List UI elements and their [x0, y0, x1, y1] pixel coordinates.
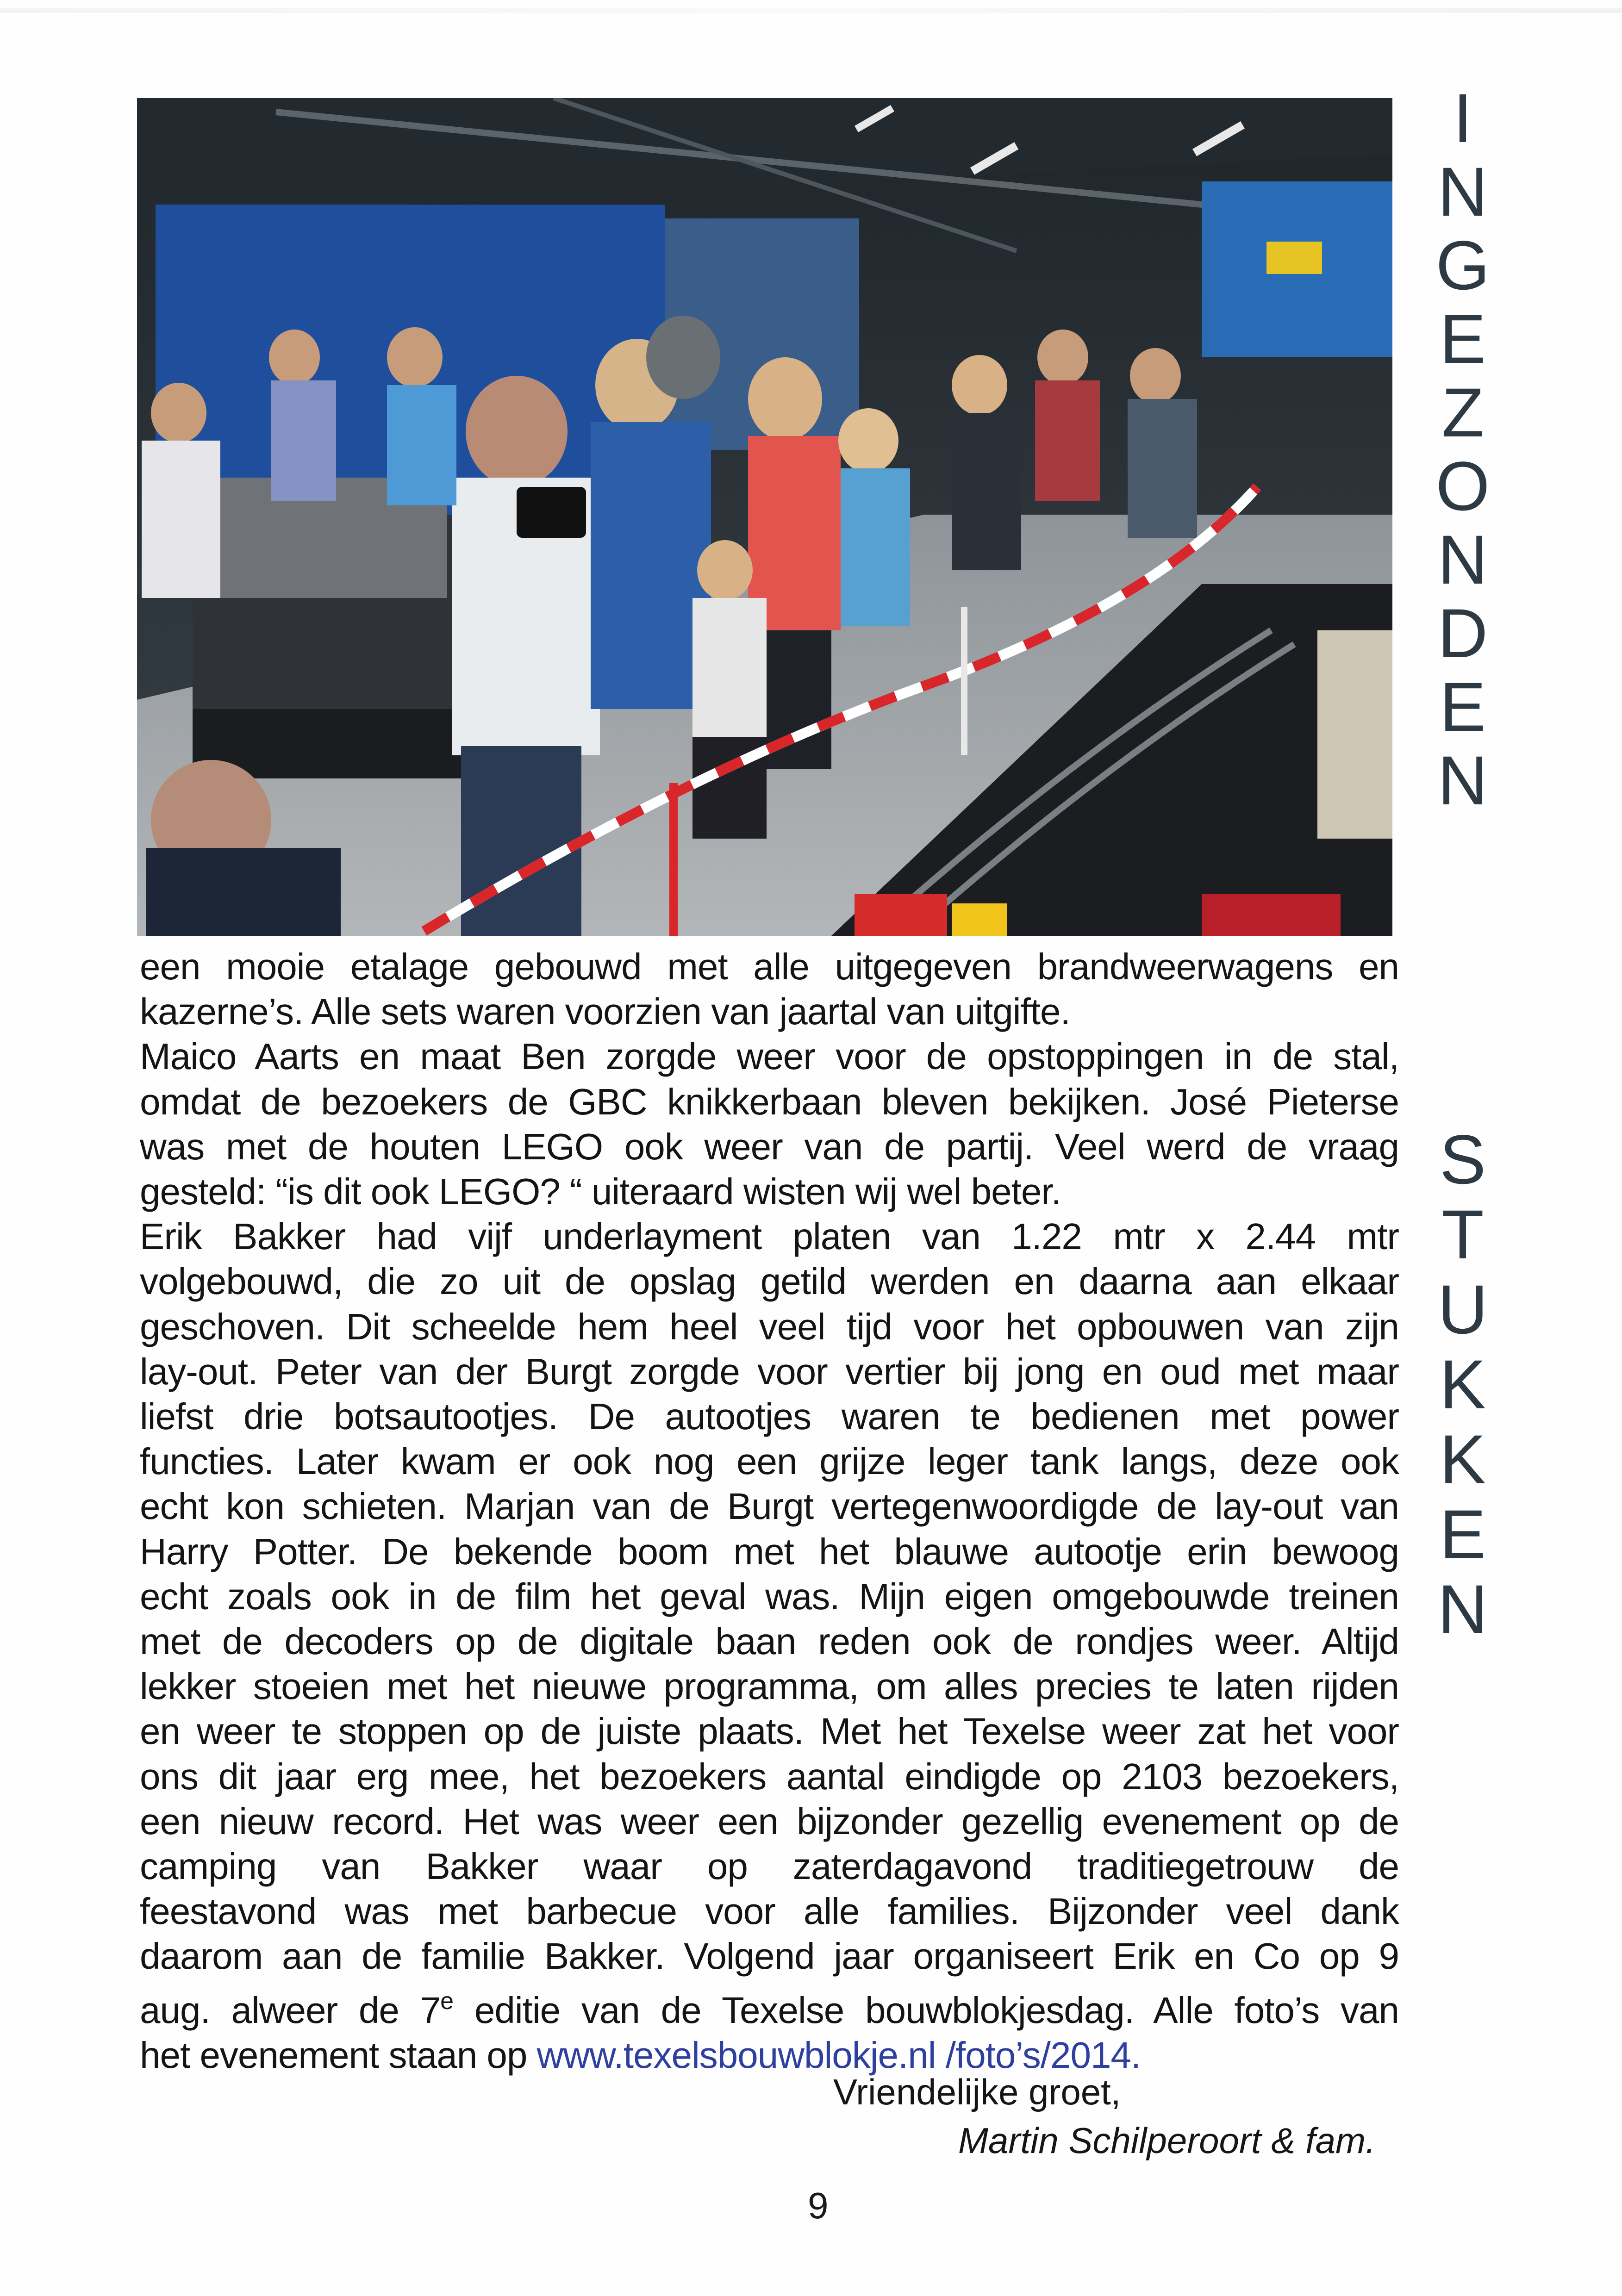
article-line: was met de houten LEGO ook weer van de partij. Veel werd de vraag [140, 1126, 1399, 1167]
title-letter: N [1437, 153, 1488, 230]
article-line: Harry Potter. De bekende boom met het blauwe autootje erin bewoog [140, 1531, 1399, 1572]
website-link[interactable]: www.texelsbouwblokje.nl /foto’s/2014. [537, 2034, 1141, 2076]
title-letter: D [1437, 594, 1488, 672]
article-line: en weer te stoppen op de juiste plaats. Met het Texelse weer zat het voor [140, 1711, 1399, 1752]
author-signature: Martin Schilperoort & fam. [958, 2120, 1376, 2161]
event-photo [137, 98, 1392, 936]
article-line: ons dit jaar erg mee, het bezoekers aantal eindigde op 2103 bezoekers, [140, 1755, 1399, 1797]
title-letter: G [1435, 226, 1490, 304]
title-letter: I [1453, 79, 1472, 157]
photo-illustration [137, 98, 1392, 936]
article-line: lekker stoeien met het nieuwe programma, om alles precies te laten rijden [140, 1666, 1399, 1707]
title-letter: E [1439, 668, 1486, 746]
title-letter: N [1437, 521, 1488, 598]
article-line: geschoven. Dit scheelde hem heel veel tijd voor het opbouwen van zijn [140, 1306, 1399, 1347]
title-letter: T [1441, 1195, 1484, 1273]
title-letter: K [1439, 1345, 1486, 1423]
title-letter: K [1439, 1420, 1486, 1498]
closing-greeting: Vriendelijke groet, [833, 2072, 1121, 2112]
article-line: liefst drie botsautootjes. De autootjes waren te bedienen met power [140, 1396, 1399, 1437]
title-letter: S [1439, 1120, 1486, 1198]
article-line: echt kon schieten. Marjan van de Burgt vertegenwoordigde de lay-out van [140, 1486, 1399, 1527]
article-line: met de decoders op de digitale baan reden ook de rondjes weer. Altijd [140, 1621, 1399, 1662]
article-line: feestavond was met barbecue voor alle families. Bijzonder veel dank [140, 1891, 1399, 1932]
title-letter: O [1435, 447, 1490, 525]
superscript-e: e [440, 1987, 454, 2015]
article-line: Erik Bakker had vijf underlayment platen van 1.22 mtr x 2.44 mtr [140, 1216, 1399, 1257]
scan-edge-artifact [0, 8, 1622, 13]
title-letter: N [1437, 741, 1488, 819]
title-letter: E [1439, 1495, 1486, 1573]
article-line-edition: aug. alweer de 7e editie van de Texelse bouwblokjesdag. Alle foto’s van [140, 1987, 1399, 2031]
article-line-link: het evenement staan op www.texelsbouwblokje.nl /foto’s/2014. [140, 2034, 1141, 2076]
title-letter: E [1439, 300, 1486, 378]
article-line: gesteld: “is dit ook LEGO? “ uiteraard wisten wij wel beter. [140, 1171, 1061, 1213]
section-title-ingezonden [1393, 79, 1532, 819]
article-body [140, 944, 1399, 2078]
article-line: omdat de bezoekers de GBC knikkerbaan bleven bekijken. José Pieterse [140, 1081, 1399, 1122]
article-line: lay-out. Peter van der Burgt zorgde voor vertier bij jong en oud met maar [140, 1350, 1399, 1392]
title-letter: N [1437, 1570, 1488, 1648]
page-number: 9 [808, 2185, 829, 2226]
article-line: Maico Aarts en maat Ben zorgde weer voor de opstoppingen in de stal, [140, 1036, 1399, 1077]
section-title-stukken [1393, 1120, 1532, 1649]
article-line: een mooie etalage gebouwd met alle uitgegeven brandweerwagens en [140, 946, 1399, 987]
article-line: volgebouwd, die zo uit de opslag getild werden en daarna aan elkaar [140, 1261, 1399, 1302]
article-line: daarom aan de familie Bakker. Volgend jaar organiseert Erik en Co op 9 [140, 1935, 1399, 1977]
title-letter: U [1437, 1270, 1488, 1348]
article-line: functies. Later kwam er ook nog een grijze leger tank langs, deze ook [140, 1441, 1399, 1482]
title-letter: Z [1441, 373, 1484, 451]
article-line: echt zoals ook in de film het geval was. Mijn eigen omgebouwde treinen [140, 1575, 1399, 1617]
article-line: een nieuw record. Het was weer een bijzonder gezellig evenement op de [140, 1800, 1399, 1842]
article-line: kazerne’s. Alle sets waren voorzien van jaartal van uitgifte. [140, 991, 1070, 1033]
article-line: camping van Bakker waar op zaterdagavond traditiegetrouw de [140, 1846, 1399, 1887]
